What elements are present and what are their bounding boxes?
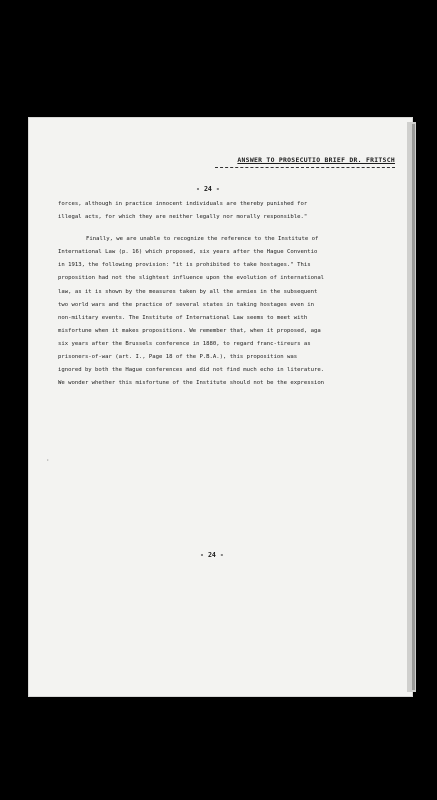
text-line: in 1913, the following provision: "it is prohibited to take hostages." This: [58, 262, 311, 269]
margin-mark: ·: [46, 457, 50, 464]
text-line: proposition had not the slightest influence upon the evolution of international: [58, 275, 325, 282]
document-header: [195, 156, 395, 168]
text-line: Finally, we are unable to recognize the reference to the Institute of: [86, 236, 319, 243]
text-line: two world wars and the practice of several states in taking hostages even in: [58, 301, 314, 308]
text-line: prisoners-of-war (art. I., Page 18 of the P.B.A.), this proposition was: [58, 354, 298, 361]
text-line: forces, although in practice innocent individuals are thereby punished for: [58, 201, 308, 207]
text-line: illegal acts, for which they are neither legally nor morally responsible.": [58, 214, 308, 221]
text-line: We wonder whether this misfortune of the Institute should not be the expression: [58, 380, 325, 387]
document-body: [58, 198, 406, 390]
text-line: misfortune when it makes propositions. We remember that, when it proposed, aga: [58, 327, 321, 334]
text-line: non-military events. The Institute of International Law seems to meet with: [58, 314, 308, 321]
header-rule: [215, 167, 395, 168]
text-line: ignored by both the Hague conferences and did not find much echo in literature.: [58, 367, 325, 374]
header-title: ANSWER TO PROSECUTIO BRIEF DR. FRITSCH: [237, 156, 395, 164]
page-edge-line: [412, 124, 415, 690]
text-line: six years after the Brussels conference in 1880, to regard franc-tireurs as: [58, 340, 311, 347]
paragraph-gap: [58, 224, 406, 233]
text-line: International Law (p. 16) which proposed, six years after the Hague Conventio: [58, 249, 318, 256]
page-number-top: - 24 -: [196, 185, 220, 193]
text-line: law, as it is shown by the measures taken by all the armies in the subsequent: [58, 288, 318, 295]
page-number-bottom: - 24 -: [200, 551, 224, 559]
